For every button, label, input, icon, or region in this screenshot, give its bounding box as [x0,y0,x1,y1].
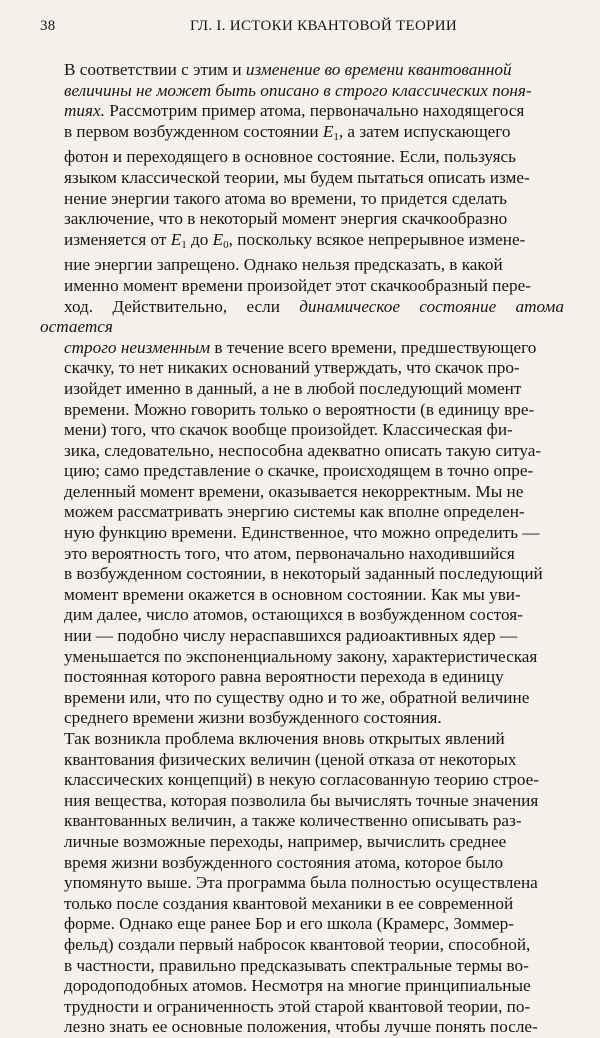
text-line: уменьшается по экспоненциальному закону, характеристическая [64,646,538,666]
text-line: упомянуто выше. Эта программа была полностью осуществлена [64,873,538,893]
text-line: лезно знать ее основные положения, чтобы лучше понять после- [64,1017,538,1037]
text-line: момент времени окажется в основном состоянии. Как мы уви- [64,584,521,604]
text-line: в возбужденном состоянии, в некоторый заданный последующий [64,564,543,584]
text-line [40,60,564,81]
text-line: скачку, то нет никаких оснований утверждать, что скачок про- [64,358,520,378]
paragraph-2 [40,729,564,1038]
paragraph-1 [40,60,564,729]
text-run: ход. Действительно, если [64,296,300,316]
text-line: среднего времени жизни возбужденного состояния. [64,708,442,728]
text-line: классических концепций) в некую согласованную теорию строе- [64,770,539,790]
italic-emphasis: строго неизменным [64,337,211,357]
text-line: зика, следовательно, неспособна адекватно описать такую ситуа- [64,440,542,460]
text-run: в течение всего времени, предшествующего [210,337,537,357]
text-line: деленный момент времени, оказывается некорректным. Мы не [64,481,524,501]
text-line: мени) того, что скачок вообще произойдет. Классическая фи- [64,420,513,440]
text-line: дим далее, число атомов, остающихся в возбужденном состоя- [64,605,523,625]
text-line: Так возникла проблема включения вновь открытых явлений [64,729,505,748]
italic-emphasis: тиях. [64,101,105,121]
italic-emphasis: величины не может быть описано в строго классических поня- [64,80,532,100]
text-line: фельд) создали первый набросок квантовой теории, способной, [64,934,531,954]
text-line: именно момент времени произойдет этот скачкообразный пере- [64,275,531,295]
text-run: В соответствии с этим и [64,60,246,79]
text-run: изменяется от [64,229,171,249]
text-line: фотон и переходящего в основное состояние. Если, пользуясь [64,147,516,167]
text-line [40,230,564,256]
text-line: цию; само представление о скачке, происходящем в точно опре- [64,461,534,481]
text-line [40,122,564,148]
text-line: форме. Однако еще ранее Бор и его школа (Крамерс, Зоммер- [64,914,514,934]
text-run: в первом возбужденном состоянии [64,121,323,141]
text-line: можем рассматривать энергию системы как вполне определен- [64,502,525,522]
math-symbol: E [170,229,182,249]
text-line: ния вещества, которая позволила бы вычислять точные значения [64,790,539,810]
text-line: личные возможные переходы, например, вычислить среднее [64,831,507,851]
text-line: заключение, что в некоторый момент энергия скачкообразно [64,209,508,229]
text-run: , а затем испускающего [338,121,511,141]
text-line: времени. Можно говорить только о вероятности (в единицу вре- [64,399,535,419]
math-subscript: 1 [333,130,339,143]
text-line: время жизни возбужденного состояния атома, которое было [64,852,504,872]
page-header [40,18,564,40]
text-line: трудности и ограниченность этой старой квантовой теории, по- [64,996,531,1016]
text-line: ную функцию времени. Единственное, что можно определить — [64,523,540,543]
text-line: это вероятность того, что атом, первоначально находившийся [64,543,515,563]
text-line: нии — подобно числу нераспавшихся радиоактивных ядер — [64,626,518,646]
text-line: постоянная которого равна вероятности перехода в единицу [64,667,504,687]
text-line: языком классической теории, мы будем пытаться описать изме- [64,167,530,187]
math-symbol: E [322,121,334,141]
text-line: только после создания квантовой механики в ее современной [64,893,514,913]
text-run: , поскольку всякое непрерывное измене- [228,229,526,249]
math-symbol: E [212,229,224,249]
running-head: ГЛ. I. ИСТОКИ КВАНТОВОЙ ТЕОРИИ [190,18,458,34]
text-run: Рассмотрим пример атома, первоначально находящегося [104,101,525,121]
text-line: нение энергии такого атома во времени, то придется сделать [64,188,507,208]
text-run: до [186,229,213,249]
math-subscript: 1 [181,238,187,251]
text-line [40,338,564,359]
italic-emphasis: динамическое состояние атома остается [40,296,564,337]
body-text [40,60,564,1038]
italic-emphasis: изменение во времени квантованной [245,60,512,79]
text-line: времени или, что по существу одно и то же, обратной величине [64,687,530,707]
page-number: 38 [40,18,56,34]
text-line: квантования физических величин (ценой отказа от некоторых [64,749,517,769]
text-line: в частности, правильно предсказывать спектральные термы во- [64,955,529,975]
math-subscript: 0 [223,238,229,251]
text-line: ние энергии запрещено. Однако нельзя предсказать, в какой [64,255,503,275]
text-line [40,81,564,102]
text-line [40,101,564,122]
text-line: дородоподобных атомов. Несмотря на многие принципиальные [64,976,531,996]
text-line: изойдет именно в данный, а не в любой последующий момент [64,378,522,398]
text-line [40,297,564,338]
text-line: квантованных величин, а также количественно описывать раз- [64,811,522,831]
